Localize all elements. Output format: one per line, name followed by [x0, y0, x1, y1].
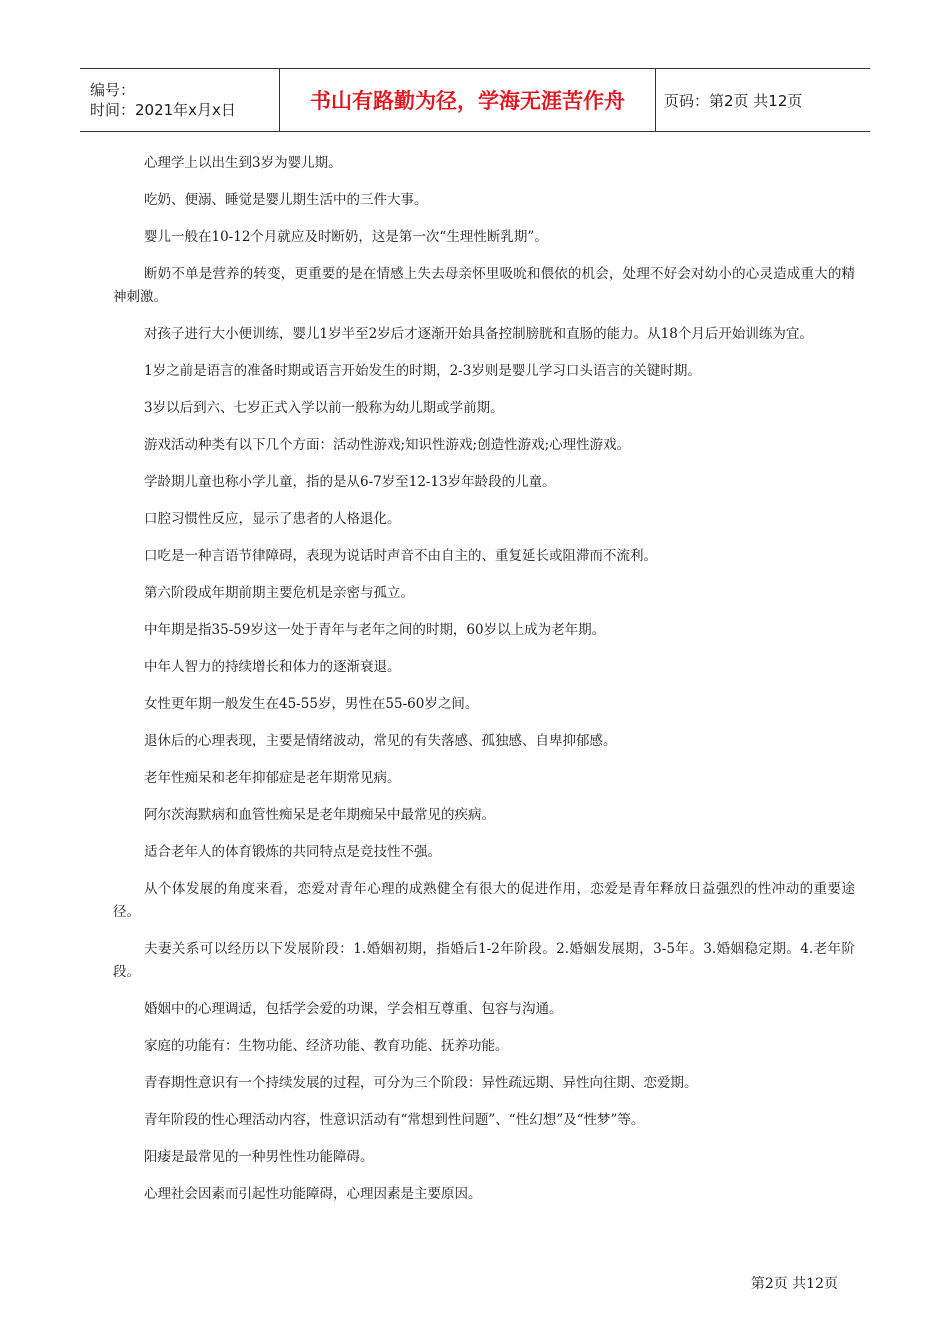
document-header	[80, 68, 870, 132]
paragraph: 游戏活动种类有以下几个方面：活动性游戏;知识性游戏;创造性游戏;心理性游戏。	[144, 437, 631, 453]
paragraph: 阿尔茨海默病和血管性痴呆是老年期痴呆中最常见的疾病。	[144, 807, 495, 823]
paragraph: 家庭的功能有：生物功能、经济功能、教育功能、抚养功能。	[144, 1038, 509, 1054]
header-motto: 书山有路勤为径，学海无涯苦作舟	[280, 69, 656, 131]
paragraph: 青年阶段的性心理活动内容，性意识活动有“常想到性问题”、“性幻想”及“性梦”等。	[144, 1112, 645, 1128]
paragraph: 婚姻中的心理调适，包括学会爱的功课，学会相互尊重、包容与沟通。	[144, 1001, 563, 1017]
header-meta	[80, 69, 280, 131]
number-label: 编号：	[90, 81, 136, 99]
paragraph: 口腔习惯性反应，显示了患者的人格退化。	[144, 511, 401, 527]
paragraph: 断奶不单是营养的转变，更重要的是在情感上失去母亲怀里吸吮和偎依的机会，处理不好会对幼小的心灵造成重大的精神刺激。	[113, 266, 855, 305]
paragraph: 学龄期儿童也称小学儿童，指的是从6-7岁至12-13岁年龄段的儿童。	[144, 474, 556, 490]
paragraph: 中年期是指35-59岁这一处于青年与老年之间的时期，60岁以上成为老年期。	[144, 622, 606, 638]
paragraph: 1岁之前是语言的准备时期或语言开始发生的时期，2-3岁则是婴儿学习口头语言的关键时期。	[144, 363, 701, 379]
paragraph: 适合老年人的体育锻炼的共同特点是竞技性不强。	[144, 844, 441, 860]
paragraph: 青春期性意识有一个持续发展的过程，可分为三个阶段：异性疏远期、异性向往期、恋爱期。	[144, 1075, 698, 1091]
header-page-info: 页码：第2页 共12页	[664, 91, 803, 110]
paragraph: 夫妻关系可以经历以下发展阶段：1.婚姻初期，指婚后1-2年阶段。2.婚姻发展期，3-5年。3.婚姻稳定期。4.老年阶段。	[113, 941, 855, 980]
paragraph: 老年性痴呆和老年抑郁症是老年期常见病。	[144, 770, 401, 786]
paragraph: 心理学上以出生到3岁为婴儿期。	[144, 155, 342, 171]
document-body	[113, 152, 855, 1220]
paragraph: 从个体发展的角度来看，恋爱对青年心理的成熟健全有很大的促进作用，恋爱是青年释放日益强烈的性冲动的重要途径。	[113, 881, 855, 920]
paragraph: 对孩子进行大小便训练，婴儿1岁半至2岁后才逐渐开始具备控制膀胱和直肠的能力。从18个月后开始训练为宜。	[144, 326, 813, 342]
paragraph: 婴儿一般在10-12个月就应及时断奶，这是第一次“生理性断乳期”。	[144, 229, 548, 245]
page-footer: 第2页 共12页	[750, 1276, 838, 1292]
paragraph: 阳痿是最常见的一种男性性功能障碍。	[144, 1149, 374, 1165]
paragraph: 第六阶段成年期前期主要危机是亲密与孤立。	[144, 585, 414, 601]
paragraph: 中年人智力的持续增长和体力的逐渐衰退。	[144, 659, 401, 675]
paragraph: 女性更年期一般发生在45-55岁，男性在55-60岁之间。	[144, 696, 479, 712]
paragraph: 心理社会因素而引起性功能障碍，心理因素是主要原因。	[144, 1186, 482, 1202]
time-label: 时间：2021年x月x日	[90, 101, 236, 119]
paragraph: 口吃是一种言语节律障碍，表现为说话时声音不由自主的、重复延长或阻滞而不流利。	[144, 548, 657, 564]
paragraph: 3岁以后到六、七岁正式入学以前一般称为幼儿期或学前期。	[144, 400, 504, 416]
paragraph: 吃奶、便溺、睡觉是婴儿期生活中的三件大事。	[144, 192, 428, 208]
paragraph: 退休后的心理表现，主要是情绪波动，常见的有失落感、孤独感、自卑抑郁感。	[144, 733, 617, 749]
